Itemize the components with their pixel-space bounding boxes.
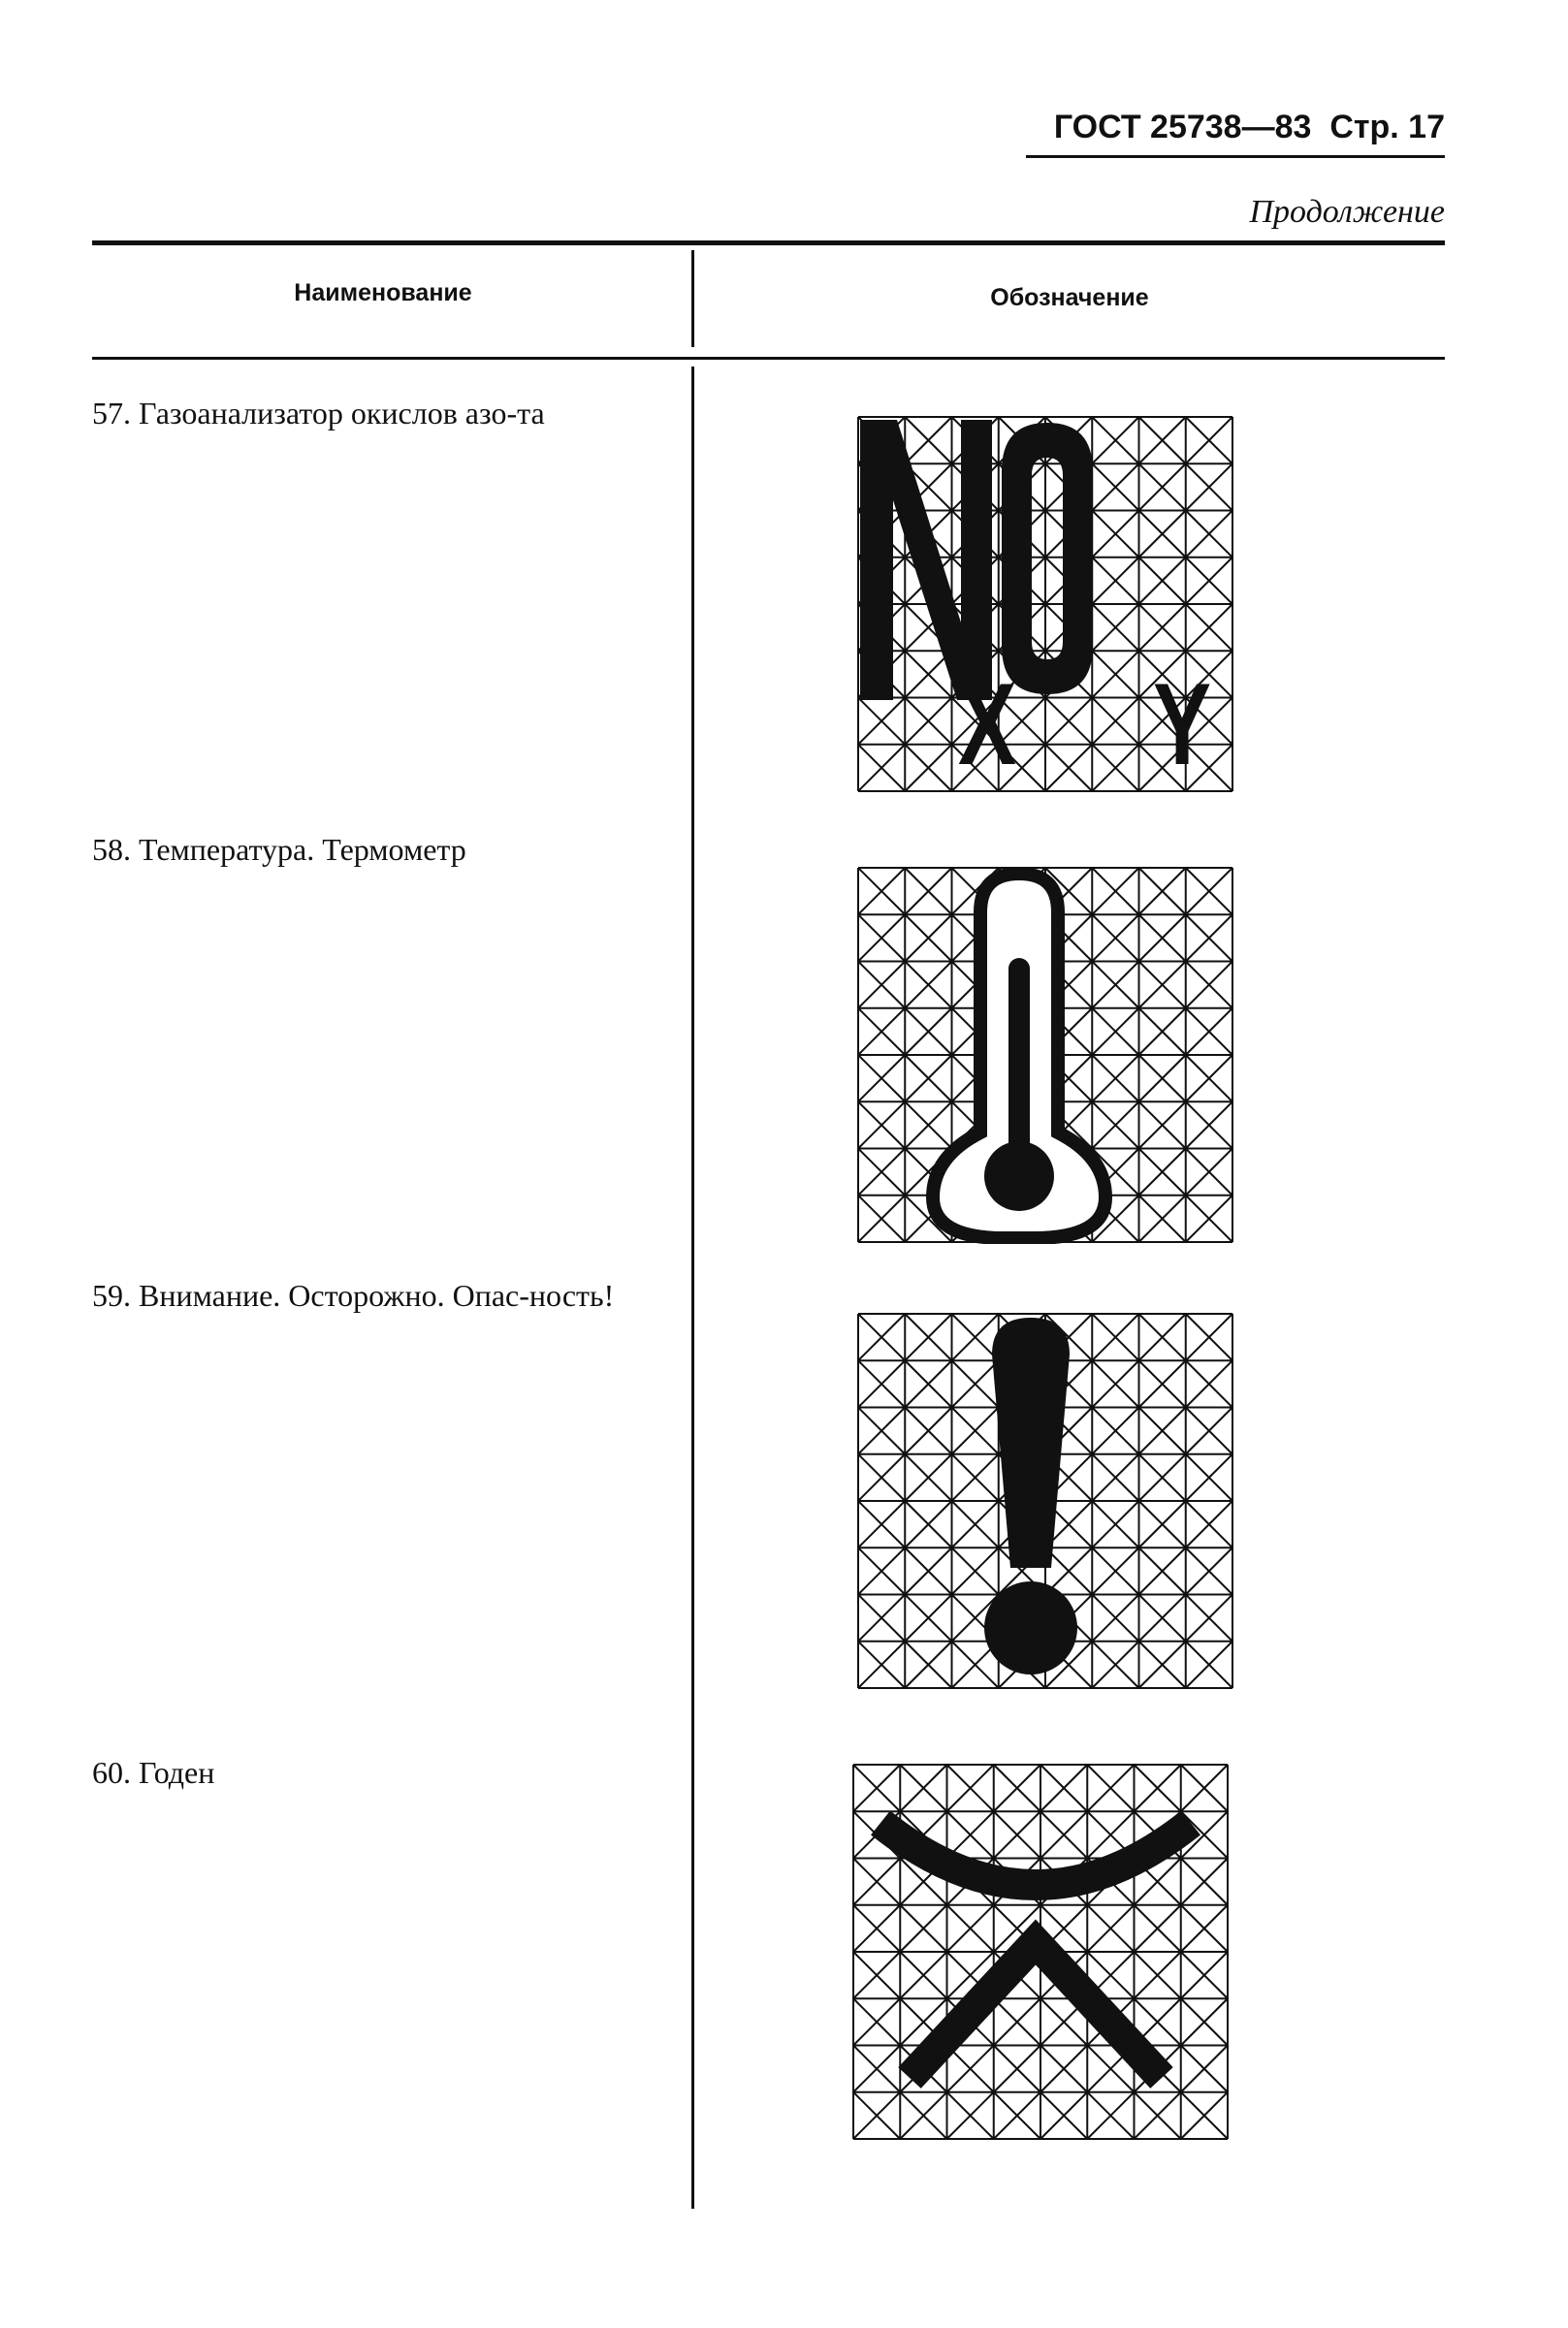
thermometer-icon xyxy=(856,866,1234,1244)
row-name: Температура. Термометр xyxy=(139,832,466,867)
row-name: Внимание. Осторожно. Опас-ность! xyxy=(139,1278,615,1313)
column-header-symbol: Обозначение xyxy=(990,284,1149,311)
table-header-rule xyxy=(92,357,1445,360)
table-row xyxy=(92,1278,664,1314)
table-row xyxy=(92,1755,664,1791)
row-name: Годен xyxy=(139,1755,215,1790)
exclamation-icon xyxy=(856,1312,1234,1690)
table-row xyxy=(92,396,664,431)
page-number: Стр. 17 xyxy=(1329,109,1445,145)
row-name: Газоанализатор окислов азо-та xyxy=(139,396,545,431)
row-number: 60. xyxy=(92,1755,131,1790)
row-number: 59. xyxy=(92,1278,131,1313)
standard-number: ГОСТ 25738—83 xyxy=(1053,109,1312,145)
table-top-rule xyxy=(92,240,1445,245)
table-column-divider xyxy=(691,367,694,2209)
row-number: 57. xyxy=(92,396,131,431)
subscript-x: X xyxy=(958,659,1017,790)
header-rule xyxy=(1026,155,1445,158)
subscript-y: Y xyxy=(1153,659,1212,790)
column-header-name: Наименование xyxy=(294,279,472,306)
fit-icon xyxy=(851,1763,1230,2141)
table-row xyxy=(92,832,664,868)
page-header xyxy=(1026,109,1445,146)
nitrogen-oxides-icon xyxy=(856,415,1234,793)
row-number: 58. xyxy=(92,832,131,867)
continuation-label: Продолжение xyxy=(1249,194,1445,230)
